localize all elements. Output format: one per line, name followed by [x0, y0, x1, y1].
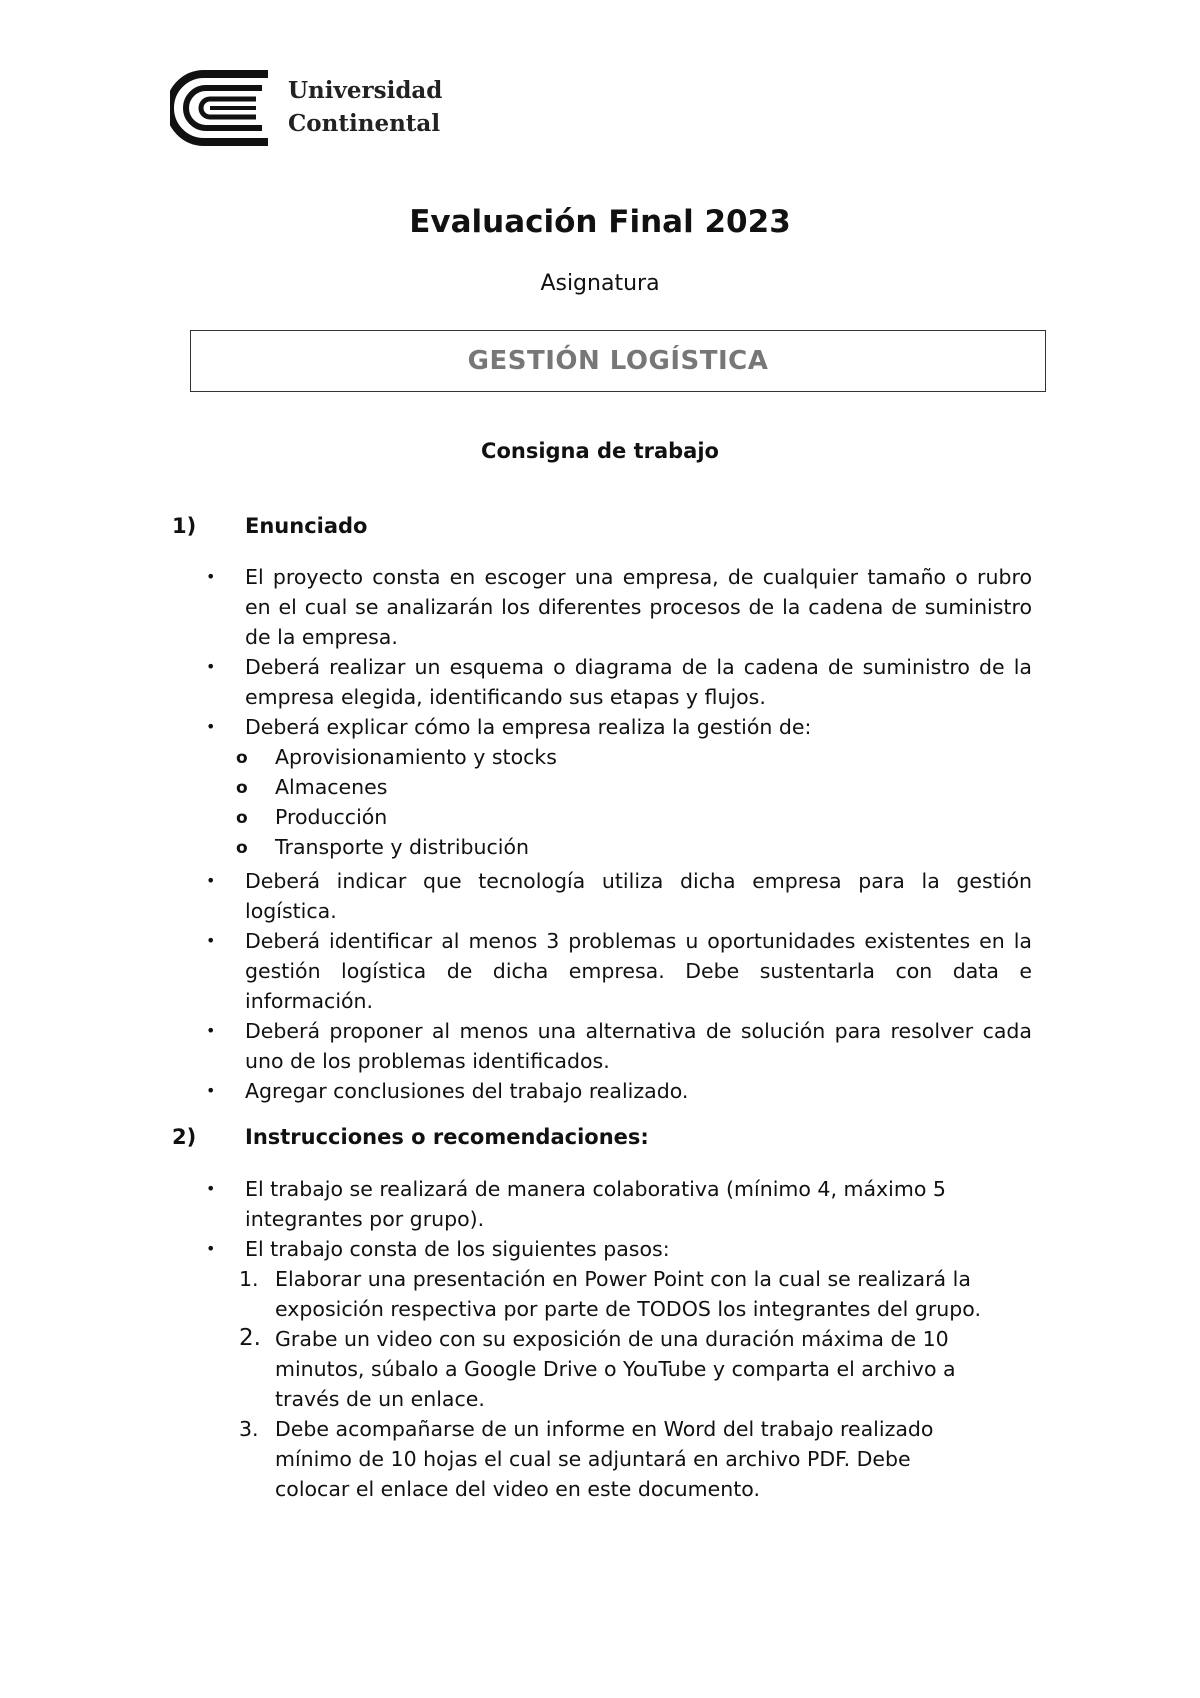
circle-bullet-icon: o — [236, 838, 248, 858]
subtitle: Asignatura — [540, 271, 660, 296]
section-number: 2) — [172, 1125, 197, 1149]
list-item — [202, 1076, 1032, 1106]
circle-bullet-icon: o — [236, 778, 248, 798]
list-item — [202, 1234, 1002, 1264]
circle-bullet-icon: o — [236, 808, 248, 828]
bullet-icon: • — [206, 657, 216, 676]
logo-wordmark — [288, 74, 442, 140]
step-item — [202, 1264, 982, 1324]
consigna-heading: Consigna de trabajo — [481, 439, 719, 463]
list-item — [202, 652, 1032, 712]
bullet-icon: • — [206, 1021, 216, 1040]
list-item — [202, 562, 1032, 652]
course-box — [190, 330, 1046, 392]
course-name: GESTIÓN LOGÍSTICA — [467, 346, 769, 376]
sub-list-item — [202, 772, 1032, 802]
sub-list — [202, 742, 1032, 862]
list-item-text: Deberá explicar cómo la empresa realiza la gestión de: — [245, 715, 812, 739]
sub-list-item — [202, 832, 1032, 862]
list-item — [202, 1016, 1032, 1076]
sub-item-text: Transporte y distribución — [275, 835, 530, 859]
list-item-text: Agregar conclusiones del trabajo realizado. — [245, 1079, 689, 1103]
section-2-list — [202, 1174, 1002, 1264]
list-item-text: Deberá indicar que tecnología utiliza dicha empresa para la gestión logística. — [245, 869, 1032, 923]
list-item — [202, 1174, 1002, 1234]
steps-list — [202, 1264, 982, 1504]
bullet-icon: • — [206, 1179, 216, 1198]
section-title: Enunciado — [245, 514, 368, 538]
step-item — [202, 1324, 982, 1414]
continental-c-logo-icon — [170, 70, 270, 146]
logo-line-2: Continental — [288, 110, 441, 137]
section-1-list — [202, 562, 1032, 742]
bullet-icon: • — [206, 931, 216, 950]
bullet-icon: • — [206, 1081, 216, 1100]
step-text: Grabe un video con su exposición de una duración máxima de 10 minutos, súbalo a Google Drive o YouTube y comparta el archivo a través de un enlace. — [275, 1327, 956, 1411]
sub-list-item — [202, 802, 1032, 832]
bullet-icon: • — [206, 1239, 216, 1258]
step-number: 3. — [239, 1417, 259, 1441]
section-1-list-continued — [202, 866, 1032, 1106]
list-item — [202, 926, 1032, 1016]
page-title: Evaluación Final 2023 — [409, 204, 791, 240]
step-text: Elaborar una presentación en Power Point con la cual se realizará la exposición respectiva por parte de TODOS los integrantes del grupo. — [275, 1267, 981, 1321]
list-item-text: El proyecto consta en escoger una empresa, de cualquier tamaño o rubro en el cual se analizarán los diferentes procesos de la cadena de suministro de la empresa. — [245, 565, 1032, 649]
sub-item-text: Aprovisionamiento y stocks — [275, 745, 557, 769]
step-number: 2. — [239, 1325, 261, 1351]
step-item — [202, 1414, 982, 1504]
sub-item-text: Producción — [275, 805, 388, 829]
logo-line-1: Universidad — [288, 77, 443, 104]
section-2-heading — [172, 1125, 649, 1149]
section-title: Instrucciones o recomendaciones: — [245, 1125, 649, 1149]
section-1-heading — [172, 514, 367, 538]
sub-list-item — [202, 742, 1032, 772]
list-item — [202, 712, 1032, 742]
list-item-text: Deberá identificar al menos 3 problemas u oportunidades existentes en la gestión logística de dicha empresa. Debe sustentarla con data e información. — [245, 929, 1032, 1013]
sub-item-text: Almacenes — [275, 775, 388, 799]
step-number: 1. — [239, 1267, 259, 1291]
list-item — [202, 866, 1032, 926]
list-item-text: El trabajo consta de los siguientes pasos: — [245, 1237, 670, 1261]
list-item-text: Deberá proponer al menos una alternativa de solución para resolver cada uno de los problemas identificados. — [245, 1019, 1032, 1073]
bullet-icon: • — [206, 717, 216, 736]
step-text: Debe acompañarse de un informe en Word del trabajo realizado mínimo de 10 hojas el cual se adjuntará en archivo PDF. Debe colocar el enlace del video en este documento. — [275, 1417, 934, 1501]
bullet-icon: • — [206, 871, 216, 890]
university-logo — [170, 70, 450, 146]
section-number: 1) — [172, 514, 197, 538]
list-item-text: El trabajo se realizará de manera colaborativa (mínimo 4, máximo 5 integrantes por grupo). — [245, 1177, 946, 1231]
bullet-icon: • — [206, 567, 216, 586]
circle-bullet-icon: o — [236, 748, 248, 768]
list-item-text: Deberá realizar un esquema o diagrama de la cadena de suministro de la empresa elegida, identificando sus etapas y flujos. — [245, 655, 1032, 709]
